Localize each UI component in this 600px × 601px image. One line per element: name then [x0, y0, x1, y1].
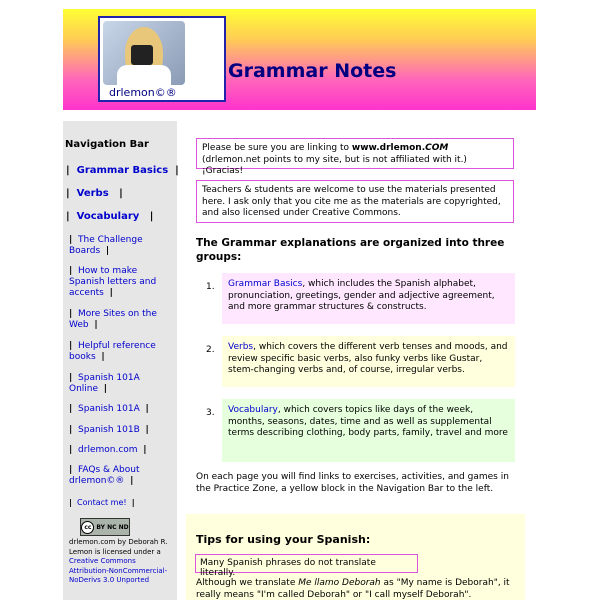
nav-link-contact[interactable]: | Contact me! | [69, 498, 135, 507]
tips-highlight-box: Many Spanish phrases do not translate literally. [195, 554, 418, 573]
tips-heading: Tips for using your Spanish: [196, 533, 371, 546]
nav-verbs[interactable]: | Verbs | [66, 188, 123, 199]
tips-text: Although we translate Me llamo Deborah as "My name is Deborah", it really means "I'm called Deborah" or "I call myself Deborah". [196, 578, 510, 600]
practice-zone-text: On each page you will find links to exercises, activities, and games in the Practice Zone, a yellow block in the Navigation Bar to the left. [196, 472, 509, 494]
logo-text: drlemon©® [109, 86, 177, 99]
nav-link-more-sites[interactable]: | More Sites on the Web | [69, 309, 157, 330]
nav-label[interactable]: Vocabulary [76, 211, 140, 222]
nav-link-spanish-101a-online[interactable]: | Spanish 101A Online | [69, 373, 140, 394]
logo[interactable] [98, 16, 226, 102]
group-grammar-basics: Grammar Basics, which includes the Spanish alphabet, pronunciation, greetings, gender and adjective agreement, and more grammar structures & constructs. [222, 273, 515, 324]
camera-icon [131, 45, 153, 65]
usage-notice: Teachers & students are welcome to use the materials presented here. I ask only that you cite me as the materials are copyrighted, and also licensed under Creative Commons. [196, 180, 514, 223]
group-number: 1. [206, 282, 215, 292]
cc-icon: cc [81, 521, 94, 534]
nav-vocabulary[interactable]: | Vocabulary | [66, 211, 154, 222]
license-text: drlemon.com by Deborah R. Lemon is licensed under a Creative Commons Attribution-NonCommercial-NoDerivs 3.0 Unported [69, 538, 168, 584]
linking-notice: Please be sure you are linking to www.drlemon.COM (drlemon.net points to my site, but is not affiliated with it.) ¡Gracias! [196, 138, 514, 169]
grammar-basics-link[interactable]: Grammar Basics [228, 279, 303, 289]
page-title: Grammar Notes [228, 60, 397, 82]
vocabulary-link[interactable]: Vocabulary [228, 405, 278, 415]
creative-commons-badge[interactable]: cc BY NC ND [80, 518, 130, 536]
logo-photo [103, 21, 185, 85]
nav-link-spanish-101a[interactable]: | Spanish 101A | [69, 404, 149, 414]
group-vocabulary: Vocabulary, which covers topics like days of the week, months, seasons, dates, time and as well as supplemental terms describing clothing, body parts, family, travel and more [222, 399, 515, 462]
nav-link-spanish-letters[interactable]: | How to make Spanish letters and accents | [69, 266, 157, 298]
section-heading: The Grammar explanations are organized into three groups: [196, 237, 505, 263]
group-number: 2. [206, 345, 215, 355]
group-verbs: Verbs, which covers the different verb tenses and moods, and review specific basic verbs, also funky verbs like Gustar, stem-changing verbs and, of course, irregular verbs. [222, 336, 515, 387]
nav-grammar-basics[interactable]: | Grammar Basics | [66, 165, 179, 176]
group-number: 3. [206, 408, 215, 418]
nav-heading: Navigation Bar [65, 139, 149, 150]
verbs-link[interactable]: Verbs [228, 342, 254, 352]
nav-link-faqs[interactable]: | FAQs & About drlemon©® | [69, 465, 140, 486]
site-url: www.drlemon. [351, 143, 426, 153]
nav-link-challenge-boards[interactable]: | The Challenge Boards | [69, 235, 143, 256]
nav-link-drlemon[interactable]: | drlemon.com | [69, 445, 147, 455]
nav-label[interactable]: Verbs [76, 188, 109, 199]
nav-label[interactable]: Grammar Basics [76, 165, 169, 176]
nav-link-spanish-101b[interactable]: | Spanish 101B | [69, 425, 149, 435]
license-link[interactable]: Creative Commons Attribution-NonCommercial-NoDerivs 3.0 Unported [69, 557, 168, 584]
nav-link-reference-books[interactable]: | Helpful reference books | [69, 341, 156, 362]
